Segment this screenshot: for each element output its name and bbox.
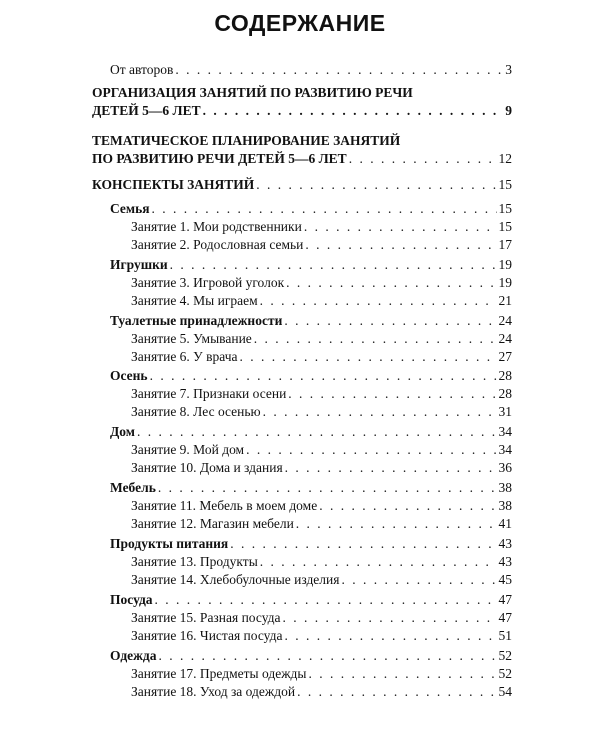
toc-entry-page: 52 [498,648,512,663]
toc-entry-page: 31 [498,404,512,419]
leader-dots [260,553,497,571]
toc-entry-page: 47 [498,610,512,625]
toc-entry [110,647,512,665]
toc-entry-page: 21 [498,293,512,308]
toc-entry-page: 41 [498,516,512,531]
toc-entry-page: 47 [498,592,512,607]
leader-dots [254,330,497,348]
leader-dots [285,459,497,477]
toc-entry [131,627,512,645]
toc-entry-text: Дом [110,424,135,439]
toc-entry-text: Занятие 2. Родословная семьи [131,237,304,252]
toc-entry-page: 17 [498,237,512,252]
toc-entry [92,176,512,194]
toc-entry-page: 9 [505,103,512,118]
toc-entry-page: 12 [498,151,512,166]
toc-entry-text: Занятие 1. Мои родственники [131,219,302,234]
toc-entry-text: Занятие 3. Игровой уголок [131,275,285,290]
toc-entry-first-line: ТЕМАТИЧЕСКОЕ ПЛАНИРОВАНИЕ ЗАНЯТИЙ [92,133,401,148]
toc-entry-page: 34 [498,442,512,457]
toc-entry-text: Занятие 10. Дома и здания [131,460,283,475]
leader-dots [349,150,497,168]
leader-dots [239,348,496,366]
toc-entry-text: Посуда [110,592,153,607]
toc-entry-text: Занятие 17. Предметы одежды [131,666,307,681]
toc-entry-text: Занятие 11. Мебель в моем доме [131,498,318,513]
toc-entry [131,330,512,348]
toc-entry-text: Занятие 15. Разная посуда [131,610,281,625]
toc-entry-text: Занятие 6. У врача [131,349,238,364]
leader-dots [175,61,503,79]
leader-dots [246,441,496,459]
toc-entry-page: 52 [498,666,512,681]
toc-entry [110,61,512,79]
toc-entry [110,479,512,497]
toc-entry-text: Занятие 4. Мы играем [131,293,258,308]
toc-entry-page: 19 [498,257,512,272]
leader-dots [263,403,497,421]
toc-entry-page: 34 [498,424,512,439]
leader-dots [305,236,496,254]
toc-entry [131,497,512,515]
toc-entry-text: Игрушки [110,257,168,272]
toc-entry-text: Занятие 9. Мой дом [131,442,245,457]
toc-entry [131,459,512,477]
toc-entry-page: 3 [505,62,512,77]
leader-dots [308,665,496,683]
toc-entry [92,102,512,120]
toc-entry-page: 19 [498,275,512,290]
leader-dots [288,385,496,403]
toc-entry-text: Занятие 8. Лес осенью [131,404,261,419]
toc-entry-text: Занятие 12. Магазин мебели [131,516,294,531]
toc-entry-page: 38 [498,498,512,513]
toc-entry [131,236,512,254]
toc-entry-page: 27 [498,349,512,364]
toc-entry [131,683,512,701]
toc-entry-text: Одежда [110,648,157,663]
toc-entry-page: 28 [498,386,512,401]
toc-entry-text: Занятие 5. Умывание [131,331,252,346]
toc-entry-page: 15 [498,201,512,216]
toc-entry-text: Мебель [110,480,156,495]
leader-dots [341,571,496,589]
toc-entry-text: От авторов [110,62,174,77]
toc-entry-page: 38 [498,480,512,495]
toc-entry [131,348,512,366]
leader-dots [230,535,496,553]
leader-dots [170,256,497,274]
leader-dots [159,647,497,665]
toc-entry-text: Семья [110,201,150,216]
toc-entry-page: 15 [498,177,512,192]
leader-dots [158,479,497,497]
toc-entry-text: КОНСПЕКТЫ ЗАНЯТИЙ [92,177,255,192]
toc-entry-first-line: ОРГАНИЗАЦИЯ ЗАНЯТИЙ ПО РАЗВИТИЮ РЕЧИ [92,85,413,100]
toc-entry [131,274,512,292]
toc-entry [110,367,512,385]
toc-entry-page: 28 [498,368,512,383]
leader-dots [155,591,497,609]
toc-entry-text: Занятие 18. Уход за одеждой [131,684,296,699]
toc-entry [110,256,512,274]
toc-entry [110,200,512,218]
leader-dots [137,423,497,441]
toc-entry [131,553,512,571]
page-title: СОДЕРЖАНИЕ [214,10,386,36]
toc-entry [92,150,512,168]
toc-entry [110,423,512,441]
toc-entry-page: 51 [498,628,512,643]
toc-entry-text: Осень [110,368,148,383]
toc-entry-page: 36 [498,460,512,475]
toc-entry-page: 43 [498,536,512,551]
leader-dots [282,609,496,627]
toc-entry [131,665,512,683]
toc-entry-text: ПО РАЗВИТИЮ РЕЧИ ДЕТЕЙ 5—6 ЛЕТ [92,151,347,166]
leader-dots [296,515,497,533]
toc-entry [131,571,512,589]
toc-entry [110,535,512,553]
toc-entry [131,218,512,236]
leader-dots [284,312,496,330]
toc-entry-page: 24 [498,331,512,346]
toc-entry-page: 24 [498,313,512,328]
leader-dots [284,627,496,645]
toc-entry-text: ДЕТЕЙ 5—6 ЛЕТ [92,103,201,118]
toc-entry-text: Занятие 7. Признаки осени [131,386,287,401]
toc-entry [131,385,512,403]
toc-entry [110,591,512,609]
leader-dots [203,102,504,120]
leader-dots [319,497,496,515]
toc-entry [131,292,512,310]
toc-entry-text: Продукты питания [110,536,229,551]
leader-dots [260,292,497,310]
toc-entry-page: 54 [498,684,512,699]
leader-dots [304,218,497,236]
toc-entry [131,441,512,459]
toc-entry-page: 15 [498,219,512,234]
toc-entry-text: Занятие 14. Хлебобулочные изделия [131,572,340,587]
toc-entry-text: Туалетные принадлежности [110,313,283,328]
toc-entry-page: 43 [498,554,512,569]
leader-dots [152,200,497,218]
leader-dots [150,367,497,385]
toc-entry-page: 45 [498,572,512,587]
toc-entry-text: Занятие 16. Чистая посуда [131,628,283,643]
leader-dots [256,176,496,194]
toc-entry [131,609,512,627]
leader-dots [286,274,496,292]
toc-entry [131,515,512,533]
leader-dots [297,683,496,701]
toc-entry [131,403,512,421]
toc-entry-text: Занятие 13. Продукты [131,554,258,569]
toc-entry [110,312,512,330]
